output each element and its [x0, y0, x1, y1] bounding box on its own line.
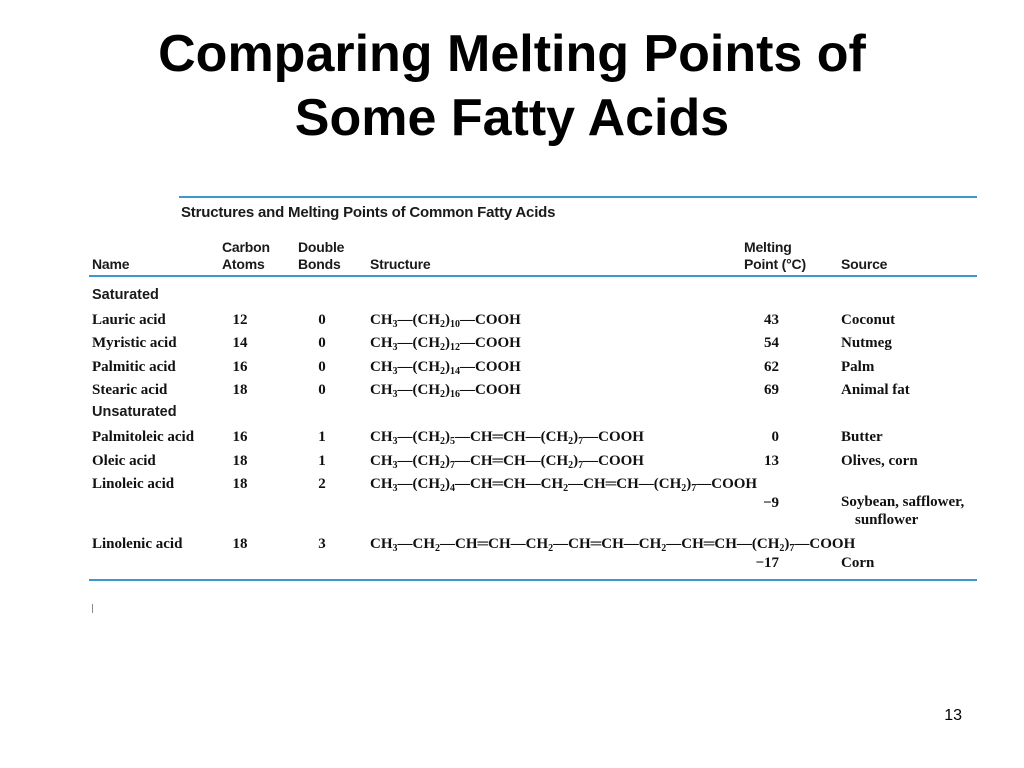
- table-row: [0, 427, 1024, 449]
- melting-point: 43: [764, 312, 779, 328]
- source: Corn: [841, 555, 875, 571]
- table-row: [0, 310, 1024, 332]
- slide-title-line-1: Comparing Melting Points of: [158, 25, 866, 83]
- double-bonds: 0: [318, 335, 326, 351]
- source: Nutmeg: [841, 335, 892, 351]
- carbon-atoms: 12: [232, 312, 248, 328]
- fatty-acid-name: Linoleic acid: [92, 476, 175, 492]
- fatty-acid-name: Stearic acid: [92, 382, 168, 398]
- fatty-acid-name: Oleic acid: [92, 453, 156, 469]
- header-bottom-rule: [89, 275, 977, 277]
- fatty-acid-name: Palmitic acid: [92, 359, 176, 375]
- double-bonds: 1: [318, 429, 326, 445]
- double-bonds: 1: [318, 453, 326, 469]
- double-bonds: 3: [318, 536, 326, 552]
- table-row: [0, 451, 1024, 473]
- structure-formula: $CH_3—(CH_2)_{14}—COOH$: [370, 359, 521, 377]
- page-number: 13: [944, 707, 962, 724]
- carbon-atoms: 16: [232, 429, 248, 445]
- slide-title-line-2: Some Fatty Acids: [294, 89, 730, 147]
- structure-formula: $CH_3—(CH_2)_{10}—COOH$: [370, 312, 521, 330]
- section-unsaturated: Unsaturated: [92, 404, 177, 420]
- structure-formula: $CH_3—(CH_2)_7—CH═CH—(CH_2)_7—COOH$: [370, 453, 644, 471]
- fatty-acid-name: Myristic acid: [92, 335, 177, 351]
- melting-point: −17: [755, 555, 779, 571]
- double-bonds: 0: [318, 382, 326, 398]
- header-source: Source: [841, 256, 888, 272]
- table-caption: Structures and Melting Points of Common Fatty Acids: [181, 204, 556, 221]
- section-saturated: Saturated: [92, 287, 159, 303]
- carbon-atoms: 16: [232, 359, 248, 375]
- structure-formula: $CH_3—(CH_2)_5—CH═CH—(CH_2)_7—COOH$: [370, 429, 644, 447]
- carbon-atoms: 18: [232, 382, 248, 398]
- header-carbon-atoms: Carbon Atoms: [222, 239, 270, 272]
- double-bonds: 0: [318, 312, 326, 328]
- table-row: [0, 333, 1024, 355]
- melting-point: 54: [764, 335, 779, 351]
- structure-formula: $CH_3—(CH_2)_4—CH═CH—CH_2—CH═CH—(CH_2)_7—COOH$: [370, 476, 758, 494]
- fatty-acid-name: Lauric acid: [92, 312, 166, 328]
- carbon-atoms: 18: [232, 536, 248, 552]
- structure-formula: $CH_3—(CH_2)_{16}—COOH$: [370, 382, 521, 400]
- carbon-atoms: 18: [232, 476, 248, 492]
- table-row: [0, 380, 1024, 402]
- header-structure: Structure: [370, 256, 431, 272]
- header-double-bonds: Double Bonds: [298, 239, 345, 272]
- double-bonds: 2: [318, 476, 326, 492]
- source: Animal fat: [841, 382, 910, 398]
- table-row-continuation: [0, 553, 1024, 575]
- melting-point: 0: [771, 429, 779, 445]
- table-row: [0, 357, 1024, 379]
- structure-formula: $CH_3—(CH_2)_{12}—COOH$: [370, 335, 521, 353]
- slide-title: [0, 22, 1024, 150]
- fatty-acid-name: Linolenic acid: [92, 536, 183, 552]
- melting-point: 69: [764, 382, 779, 398]
- source: Coconut: [841, 312, 896, 328]
- melting-point: −9: [762, 495, 779, 511]
- double-bonds: 0: [318, 359, 326, 375]
- header-melting-point: Melting Point (°C): [744, 239, 806, 272]
- melting-point: 62: [764, 359, 779, 375]
- fatty-acid-name: Palmitoleic acid: [92, 429, 195, 445]
- table-bottom-rule: [89, 579, 977, 581]
- source: Soybean, safflower, sunflower: [841, 494, 965, 528]
- melting-point: 13: [764, 453, 779, 469]
- source: Olives, corn: [841, 453, 918, 469]
- carbon-atoms: 18: [232, 453, 248, 469]
- stray-mark: [92, 604, 93, 613]
- table-top-rule: [179, 196, 977, 198]
- structure-formula: $CH_3—CH_2—CH═CH—CH_2—CH═CH—CH_2—CH═CH—(CH_2)_7—COOH$: [370, 536, 856, 554]
- source: Palm: [841, 359, 875, 375]
- header-name: Name: [92, 256, 130, 272]
- carbon-atoms: 14: [232, 335, 248, 351]
- source: Butter: [841, 429, 883, 445]
